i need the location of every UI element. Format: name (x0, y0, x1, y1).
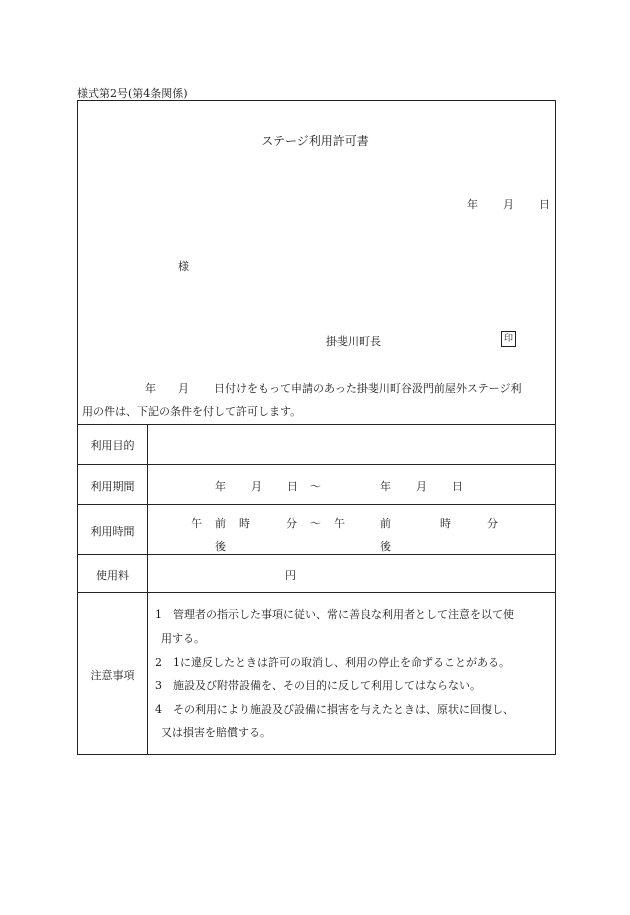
note-item-4b: 又は損害を賠償する。 (161, 726, 271, 739)
issue-date-month: 月 (503, 198, 514, 211)
time-start-ampm-after: 後 (215, 540, 226, 553)
issue-date-day: 日 (539, 198, 550, 211)
issue-date-year: 年 (467, 198, 478, 211)
period-end-month: 月 (416, 480, 427, 493)
form-number-label: 様式第2号(第4条関係) (77, 87, 188, 100)
time-end-ampm-noon: 午 (334, 517, 345, 530)
time-end-ampm-before: 前 (380, 517, 391, 530)
row-divider (77, 464, 556, 465)
body-year: 年 (145, 382, 156, 395)
notes-label: 注意事項 (90, 669, 135, 682)
period-start-year: 年 (215, 480, 226, 493)
table-top-border (77, 424, 556, 425)
row-divider (77, 592, 556, 593)
fee-label: 使用料 (96, 569, 129, 582)
row-divider (77, 504, 556, 505)
form-title: ステージ利用許可書 (261, 134, 369, 148)
seal-mark: 印 (501, 331, 516, 347)
note-item-4a: 4 その利用により施設及び設備に損害を与えたときは、原状に回復し、 (155, 703, 514, 716)
row-divider (77, 554, 556, 555)
addressee-honorific: 様 (178, 260, 189, 273)
time-end-hour: 時 (440, 517, 451, 530)
fee-yen-unit: 円 (285, 569, 296, 582)
note-item-1b: 用する。 (161, 632, 205, 645)
issuer-name: 掛斐川町長 (326, 335, 381, 348)
body-text-line2: 用の件は、下記の条件を付して許可します。 (82, 405, 302, 418)
period-start-month: 月 (251, 480, 262, 493)
time-start-ampm-before: 前 (215, 517, 226, 530)
time-start-hour: 時 (239, 517, 250, 530)
label-column-divider (147, 424, 148, 755)
time-end-minute: 分 (487, 517, 498, 530)
period-tilde: ～ (310, 480, 321, 493)
purpose-label: 利用目的 (90, 439, 135, 452)
time-start-minute: 分 (286, 517, 297, 530)
body-text-line1: 日付けをもって申請のあった掛斐川町谷汲門前屋外ステージ利 (214, 382, 522, 395)
note-item-2: 2 1に違反したときは許可の取消し、利用の停止を命ずることがある。 (155, 656, 510, 669)
time-label: 利用時間 (90, 525, 135, 538)
time-end-ampm-after: 後 (380, 540, 391, 553)
note-item-3: 3 施設及び附帯設備を、その目的に反して利用してはならない。 (155, 679, 481, 692)
period-start-day: 日 (287, 480, 298, 493)
body-month: 月 (178, 382, 189, 395)
period-end-day: 日 (452, 480, 463, 493)
time-tilde: ～ (310, 517, 321, 530)
note-item-1a: 1 管理者の指示した事項に従い、常に善良な利用者として注意を以て使 (155, 608, 514, 621)
period-label: 利用期間 (90, 480, 135, 493)
time-start-ampm-noon: 午 (191, 517, 202, 530)
period-end-year: 年 (380, 480, 391, 493)
